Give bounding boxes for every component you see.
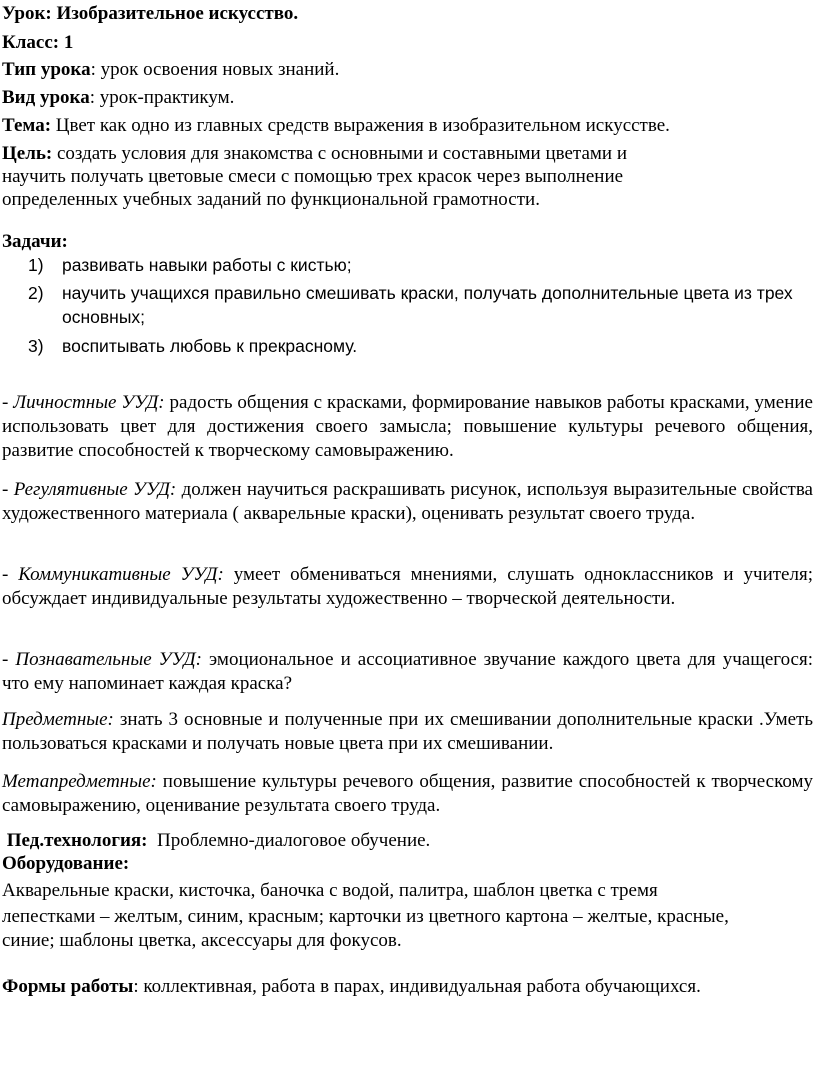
pedagogical-technology-label: Пед.технология: — [2, 830, 148, 851]
uud-communicative — [2, 563, 813, 611]
list-item — [28, 281, 816, 329]
list-number: 2) — [28, 283, 44, 303]
uud-regulative-text: должен научиться раскрашивать рисунок, используя выразительные свойства художественного материала ( акварельные краски), оценивать результат своего труда. — [2, 479, 813, 524]
tasks-list — [28, 253, 816, 358]
lesson-kind-label: Вид урока — [2, 87, 90, 108]
lesson-goal-line-2: научить получать цветовые смеси с помощью трех красок через выполнение — [2, 166, 624, 187]
lesson-type — [2, 59, 339, 81]
work-forms — [2, 976, 701, 998]
lesson-goal-label: Цель: — [2, 143, 53, 164]
list-item — [28, 253, 816, 277]
work-forms-value: : коллективная, работа в парах, индивидуальная работа обучающихся. — [133, 976, 701, 997]
lesson-topic-label: Тема: — [2, 115, 52, 136]
list-item-text: научить учащихся правильно смешивать краски, получать дополнительные цвета из трех основных; — [62, 283, 793, 327]
metasubject-results-text: повышение культуры речевого общения, развитие способностей к творческому самовыражению, оценивание результата своего труда. — [2, 771, 813, 816]
uud-regulative-label: Регулятивные УУД: — [13, 479, 177, 500]
lesson-topic — [2, 115, 670, 137]
uud-prefix: - — [2, 649, 16, 670]
uud-cognitive — [2, 648, 813, 696]
metasubject-results — [2, 770, 813, 818]
lesson-kind — [2, 87, 234, 109]
lesson-goal-line-1 — [2, 143, 627, 165]
lesson-type-value: : урок освоения новых знаний. — [90, 59, 340, 80]
list-number: 1) — [28, 255, 44, 275]
lesson-class: Класс: 1 — [2, 32, 74, 53]
subject-results — [2, 708, 813, 756]
equipment-line-3: синие; шаблоны цветка, аксессуары для фокусов. — [2, 930, 402, 951]
uud-prefix: - — [2, 479, 14, 500]
uud-communicative-text: умеет обмениваться мнениями, слушать одноклассников и учителя; обсуждает индивидуальные результаты художественно – творческой деятельности. — [2, 564, 813, 609]
pedagogical-technology — [2, 830, 430, 852]
uud-regulative — [2, 478, 813, 526]
lesson-goal-line-3: определенных учебных заданий по функциональной грамотности. — [2, 189, 540, 210]
uud-cognitive-label: Познавательные УУД: — [15, 649, 202, 670]
lesson-kind-value: : урок-практикум. — [89, 87, 235, 108]
uud-prefix: - — [2, 392, 14, 413]
list-item — [28, 334, 816, 358]
lesson-type-label: Тип урока — [2, 59, 91, 80]
list-item-text: воспитывать любовь к прекрасному. — [62, 336, 358, 356]
uud-personal-text: радость общения с красками, формирование навыков работы красками, умение использовать цвет для достижения своего замысла; повышение культуры речевого общения, развитие способностей к творческому самовыражению. — [2, 392, 813, 461]
tasks-heading: Задачи: — [2, 231, 68, 252]
equipment-line-2: лепестками – желтым, синим, красным; карточки из цветного картона – желтые, красные, — [2, 906, 729, 927]
pedagogical-technology-value: Проблемно-диалоговое обучение. — [147, 830, 431, 851]
uud-communicative-label: Коммуникативные УУД: — [18, 564, 224, 585]
uud-prefix: - — [2, 564, 19, 585]
list-number: 3) — [28, 336, 44, 356]
work-forms-label: Формы работы — [2, 976, 134, 997]
lesson-topic-value: Цвет как одно из главных средств выражения в изобразительном искусстве. — [51, 115, 670, 136]
uud-personal — [2, 391, 813, 463]
uud-personal-label: Личностные УУД: — [13, 392, 165, 413]
lesson-goal-text: создать условия для знакомства с основными и составными цветами и — [52, 143, 627, 164]
equipment-heading: Оборудование: — [2, 853, 130, 874]
uud-cognitive-text: эмоциональное и ассоциативное звучание каждого цвета для учащегося: что ему напоминает каждая краска? — [2, 649, 813, 694]
list-item-text: развивать навыки работы с кистью; — [62, 255, 352, 275]
metasubject-results-label: Метапредметные: — [2, 771, 157, 792]
subject-results-label: Предметные: — [2, 709, 114, 730]
subject-results-text: знать 3 основные и полученные при их смешивании дополнительные краски .Уметь пользоваться красками и получать новые цвета при их смешивании. — [2, 709, 813, 754]
lesson-subject: Урок: Изобразительное искусство. — [2, 3, 299, 24]
equipment-line-1: Акварельные краски, кисточка, баночка с водой, палитра, шаблон цветка с тремя — [2, 880, 658, 901]
